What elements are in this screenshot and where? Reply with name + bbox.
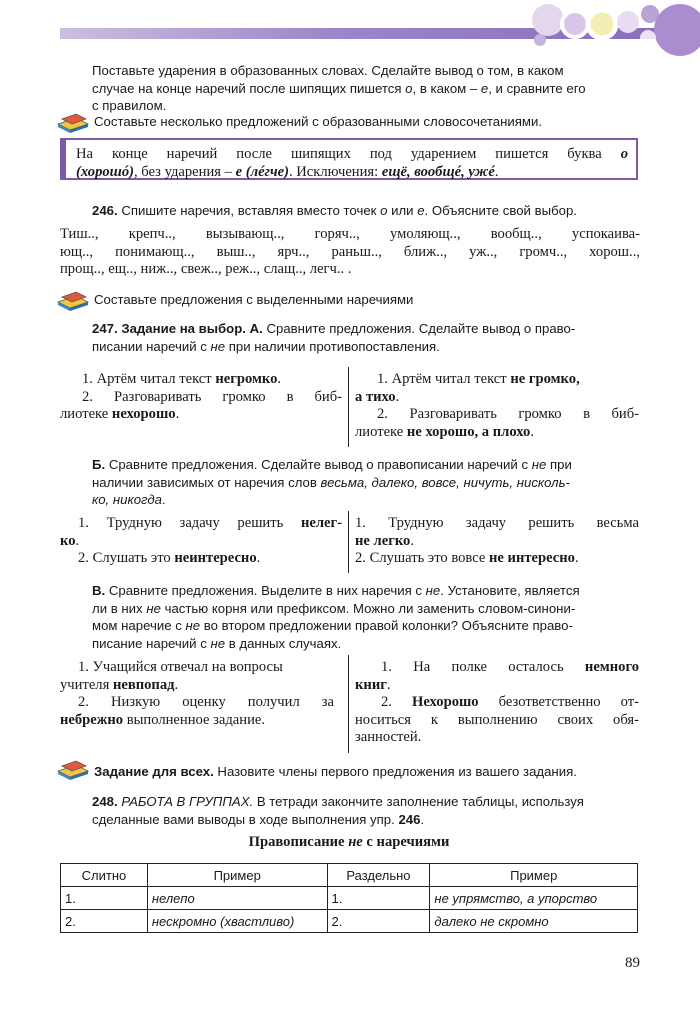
table-row bbox=[61, 887, 638, 910]
page-number: 89 bbox=[625, 955, 640, 971]
table-title: Правописание не с наречиями bbox=[248, 834, 450, 850]
instruction-paragraph: Поставьте ударения в образованных словах. Сделайте вывод о том, в каком случае на конце наречий после шипящих пишется о, в каком – е, и сравните его с правилом. bbox=[92, 63, 586, 113]
task-text-1: Составьте несколько предложений с образованными словосочетаниями. bbox=[94, 114, 543, 129]
exercise-247-c-left: 1. Учащийся отвечал на вопросы учителя невпопад. 2. Низкую оценку получил за небрежно выполненное задание. bbox=[60, 659, 334, 728]
column-divider bbox=[348, 655, 349, 753]
table-cell: 1. bbox=[327, 887, 430, 910]
exercise-247-c-task: В. Сравните предложения. Выделите в них наречия с не. Установите, является ли в них не частью корня или префиксом. Можно ли заменить словом-синони- мом наречие с не во втором предложении правой колонки? Объясните право- писание наречий с не в данных случаях. bbox=[92, 583, 580, 651]
table-header: Слитно bbox=[61, 864, 148, 887]
table-cell: 2. bbox=[61, 910, 148, 933]
exercise-247-b-left: 1. Трудную задачу решить нелег- ко. 2. Слушать это неинтересно. bbox=[60, 515, 342, 566]
table-cell: нескромно (хвастливо) bbox=[147, 910, 327, 933]
table-header: Пример bbox=[147, 864, 327, 887]
exercise-248-task: 248. РАБОТА В ГРУППАХ. В тетради закончите заполнение таблицы, используя сделанные вами выводы в ходе выполнения упр. 246. bbox=[92, 794, 584, 827]
table-header: Пример bbox=[430, 864, 638, 887]
column-divider bbox=[348, 367, 349, 447]
table-cell: 1. bbox=[61, 887, 148, 910]
exercise-246-task: 246. Спишите наречия, вставляя вместо точек о или е. Объясните свой выбор. bbox=[92, 203, 577, 218]
task-books-icon bbox=[56, 290, 90, 312]
table-cell: 2. bbox=[327, 910, 430, 933]
exercise-247-a-left: 1. Артём читал текст негромко. 2. Разговаривать громко в биб- лиотеке нехорошо. bbox=[60, 371, 342, 422]
exercise-247-b-right: 1. Трудную задачу решить весьма не легко. 2. Слушать это вовсе не интересно. bbox=[355, 515, 639, 566]
column-divider bbox=[348, 511, 349, 573]
task-text-2: Составьте предложения с выделенными наречиями bbox=[94, 292, 414, 307]
exercise-247-a-right: 1. Артём читал текст не громко, а тихо. 2. Разговаривать громко в биб- лиотеке не хорошо, а плохо. bbox=[355, 371, 639, 440]
table-cell: нелепо bbox=[147, 887, 327, 910]
task-books-icon bbox=[56, 112, 90, 134]
exercise-246-words: Тиш.., крепч.., вызывающ.., горяч.., умоляющ.., вообщ.., успокаива- ющ.., понимающ.., выш.., ярч.., раньш.., ближ.., уж.., громч.., хорош.., прощ.., ещ.., ниж.., свеж.., реж.., слащ.., легч.. . bbox=[60, 226, 640, 277]
exercise-247-a-task: 247. Задание на выбор. А. Сравните предложения. Сделайте вывод о право- писании наречий с не при наличии противопоставления. bbox=[92, 321, 576, 354]
table-cell: далеко не скромно bbox=[430, 910, 638, 933]
table-header-row bbox=[61, 864, 638, 887]
task-all: Задание для всех. Назовите члены первого предложения из вашего задания. bbox=[94, 764, 577, 779]
table-header: Раздельно bbox=[327, 864, 430, 887]
spelling-table bbox=[60, 863, 638, 933]
decorative-circles bbox=[520, 0, 700, 60]
table-cell: не упрямство, а упорство bbox=[430, 887, 638, 910]
rule-box: На конце наречий после шипящих под ударением пишется буква о (хорошó), без ударения – е (лéгче). Исключения: ещё, вообщé, ужé. bbox=[60, 138, 638, 180]
table-row bbox=[61, 910, 638, 933]
exercise-247-c-right: 1. На полке осталось немного книг. 2. Нехорошо безответственно от- носиться к выполнению своих обя- занностей. bbox=[355, 659, 639, 745]
exercise-247-b-task: Б. Сравните предложения. Сделайте вывод о правописании наречий с не при наличии зависимых от наречия слов весьма, далеко, вовсе, ничуть, нисколь- ко, никогда. bbox=[92, 457, 572, 507]
task-books-icon bbox=[56, 759, 90, 781]
